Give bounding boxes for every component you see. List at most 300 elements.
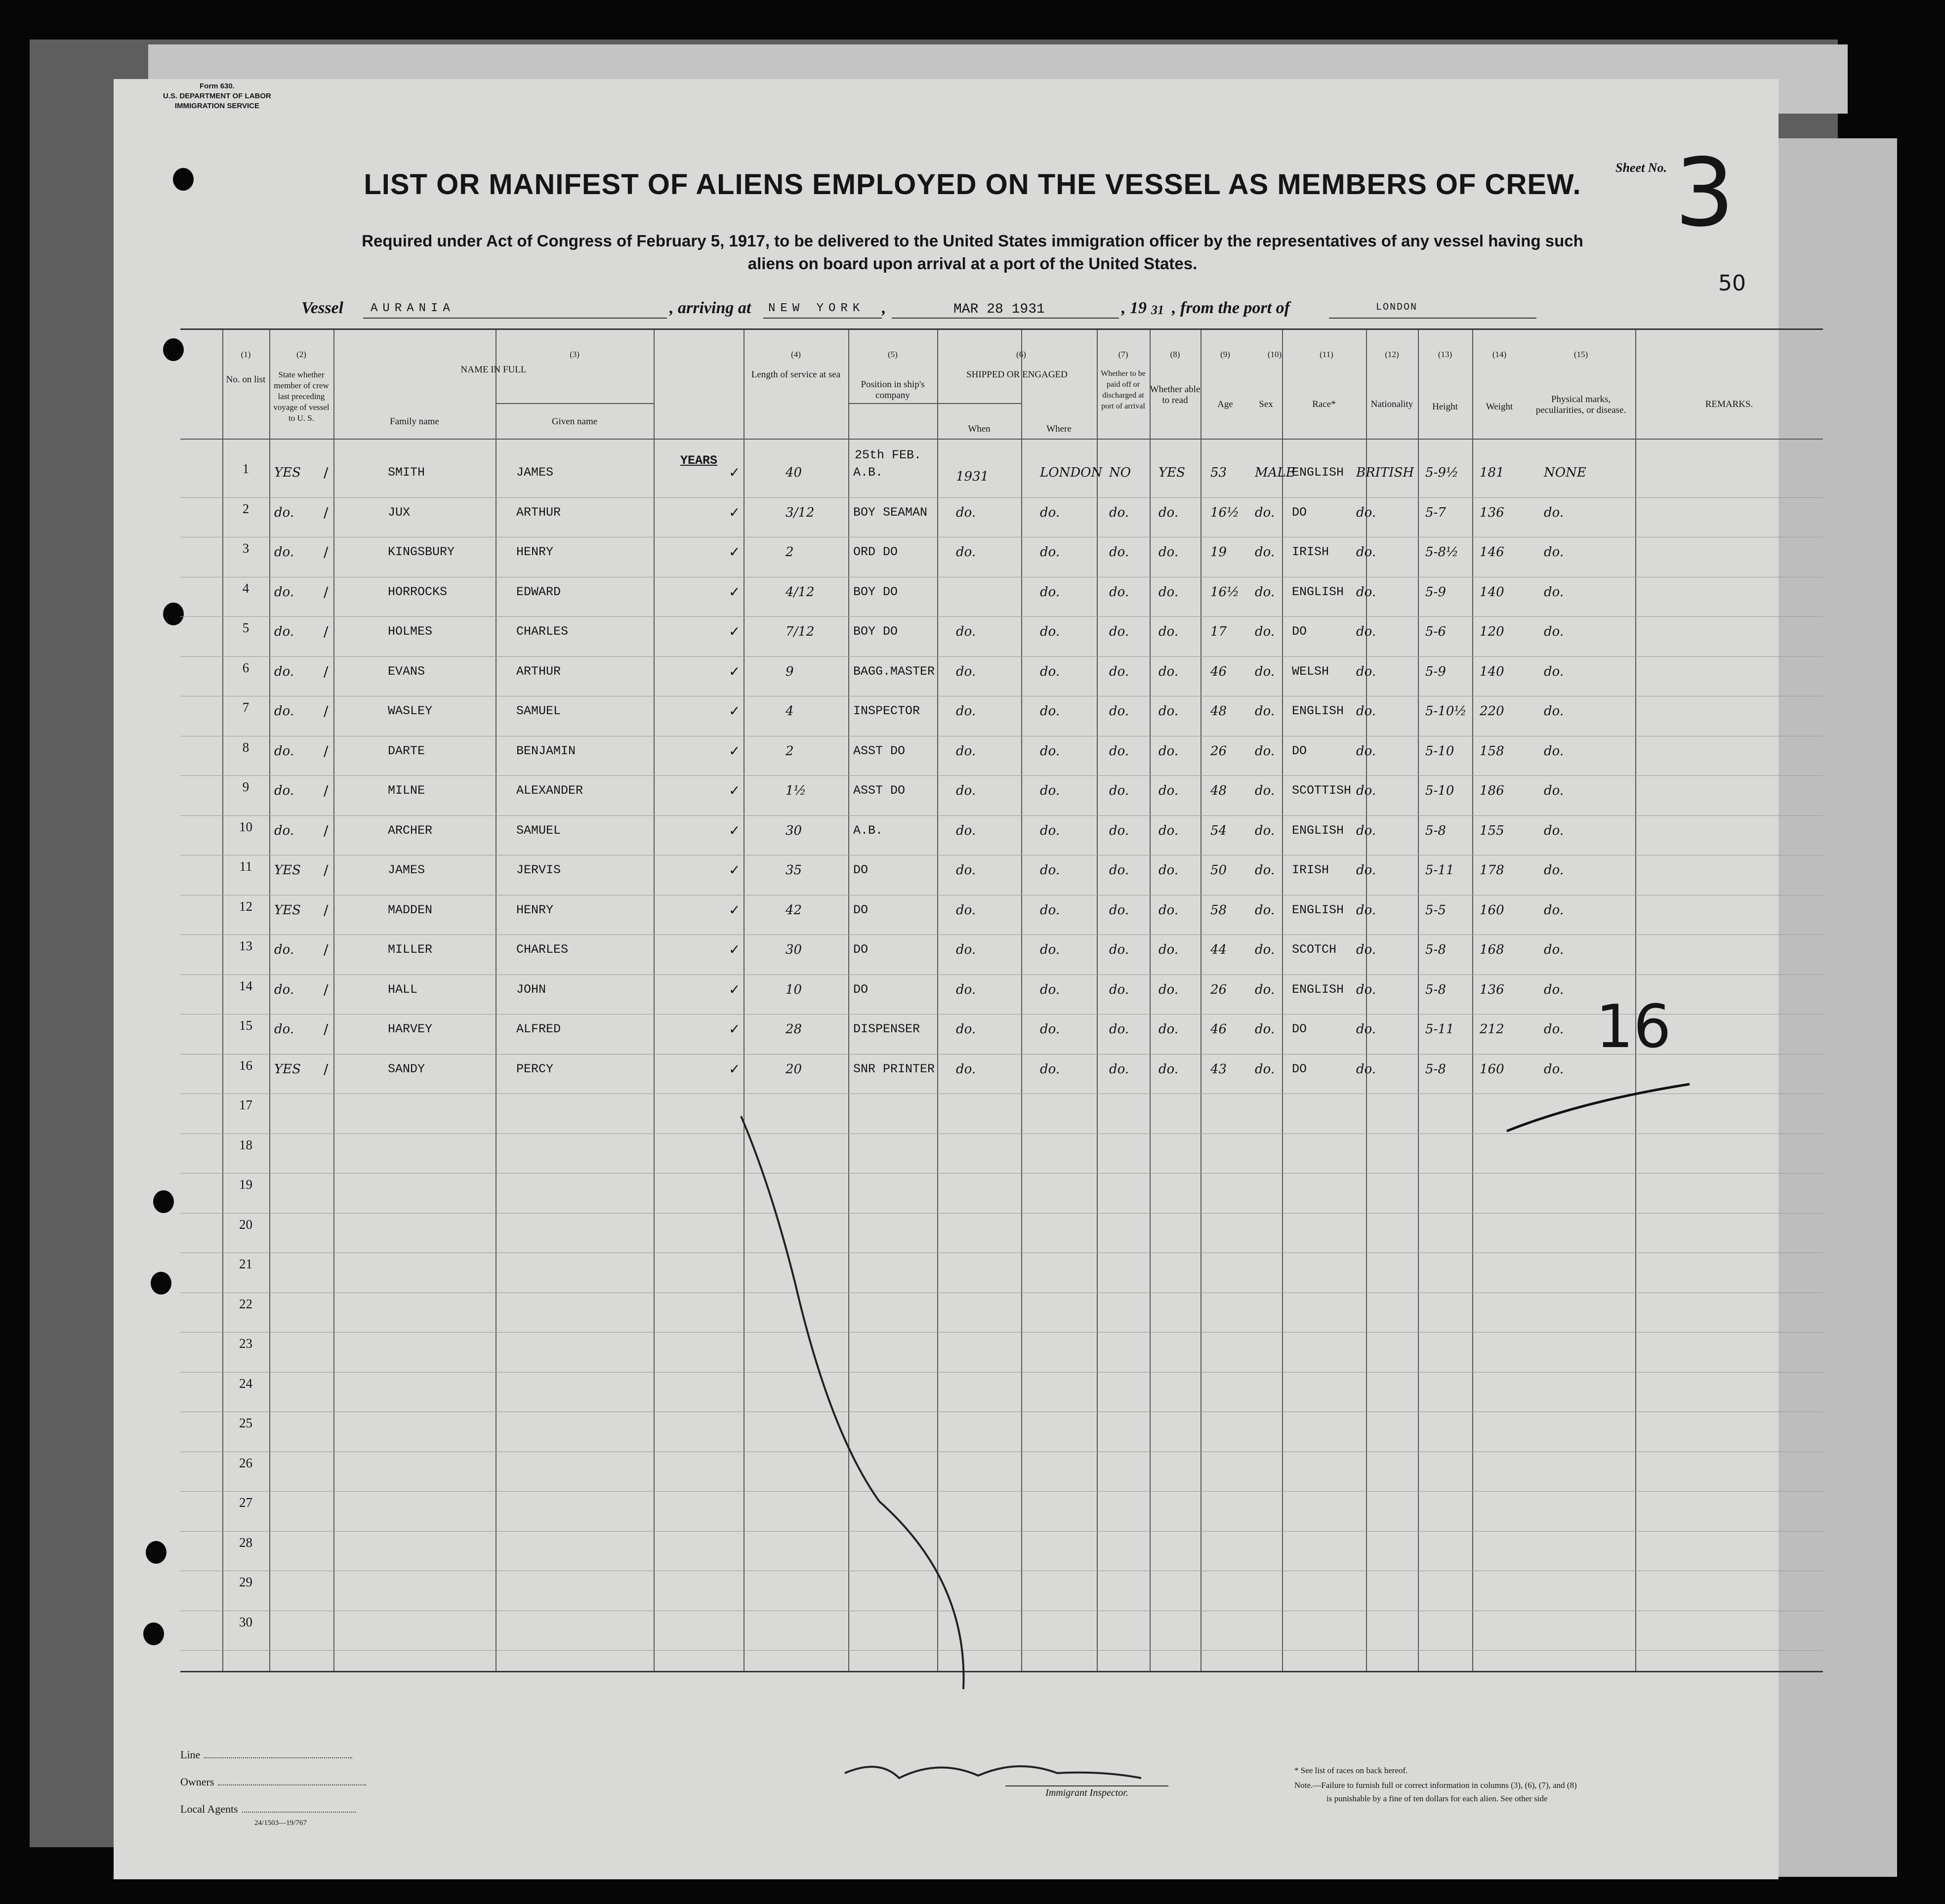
cell-where: do. — [1040, 1061, 1060, 1077]
cell-sex: do. — [1255, 545, 1275, 560]
local-agents-label: Local Agents — [180, 1803, 238, 1815]
cell-position: BAGG.MASTER — [853, 664, 935, 679]
check-mark-name: / — [324, 663, 329, 680]
vessel-name: AURANIA — [371, 302, 455, 315]
cell-family: MILLER — [388, 942, 433, 957]
cell-race: SCOTCH — [1292, 942, 1337, 957]
cell-given: CHARLES — [516, 624, 569, 639]
print-code: 24/1503—19/767 — [254, 1819, 307, 1827]
cell-nationality: do. — [1356, 584, 1376, 600]
cell-service: 30 — [786, 823, 802, 838]
cell-service: 28 — [786, 1022, 802, 1037]
cell-service: 9 — [786, 664, 794, 679]
row-number: 13 — [239, 938, 252, 953]
col-number-8: (8) — [1170, 350, 1180, 359]
cell-where: do. — [1040, 863, 1060, 878]
cell-when: do. — [956, 863, 976, 878]
check-mark-name: / — [324, 583, 329, 600]
cell-weight: 186 — [1480, 783, 1504, 798]
cell-nationality: do. — [1356, 545, 1376, 560]
cell-prev: do. — [274, 743, 294, 759]
cell-prev: do. — [274, 664, 294, 679]
cell-read: do. — [1159, 584, 1179, 600]
cell-weight: 136 — [1480, 505, 1504, 520]
row-number: 17 — [239, 1097, 252, 1112]
cell-family: KINGSBURY — [388, 545, 455, 559]
cell-age: 54 — [1210, 823, 1227, 838]
cell-race: DO — [1292, 743, 1307, 758]
cell-given: JERVIS — [516, 863, 561, 877]
cell-family: DARTE — [388, 743, 425, 758]
cell-age: 53 — [1210, 465, 1227, 480]
cell-when: 1931 — [956, 469, 989, 484]
cell-age: 26 — [1210, 982, 1227, 997]
cell-position: DISPENSER — [853, 1022, 920, 1036]
cell-race: WELSH — [1292, 664, 1329, 679]
cell-prev: do. — [274, 624, 294, 639]
cell-when: do. — [956, 704, 976, 719]
cell-where: do. — [1040, 902, 1060, 918]
cell-height: 5-9 — [1425, 584, 1446, 600]
row-number: 28 — [239, 1535, 252, 1550]
cell-age: 48 — [1210, 704, 1227, 719]
row-number: 26 — [239, 1455, 252, 1470]
cell-when: do. — [956, 1061, 976, 1077]
col-number-12: (12) — [1385, 350, 1399, 359]
from-port-label: , from the port of — [1172, 299, 1290, 317]
cell-when: do. — [956, 823, 976, 838]
cell-when: do. — [956, 743, 976, 759]
check-mark-service: ✓ — [729, 544, 741, 560]
cell-sex: do. — [1255, 783, 1275, 798]
cell-race: ENGLISH — [1292, 584, 1344, 599]
cell-age: 26 — [1210, 743, 1227, 759]
check-mark-service: ✓ — [729, 1060, 741, 1077]
cell-weight: 120 — [1480, 624, 1504, 639]
cell-marks: do. — [1544, 902, 1564, 918]
cell-when: do. — [956, 505, 976, 520]
owners-label: Owners — [180, 1776, 214, 1788]
cell-prev: YES — [274, 902, 301, 918]
cell-weight: 178 — [1480, 863, 1504, 878]
cell-where: LONDON — [1040, 465, 1103, 480]
cell-family: WASLEY — [388, 704, 433, 718]
cell-sex: do. — [1255, 942, 1275, 957]
cell-given: ARTHUR — [516, 505, 561, 520]
cell-marks: do. — [1544, 704, 1564, 719]
cell-position: DO — [853, 982, 869, 997]
cell-prev: do. — [274, 545, 294, 560]
col-number-4: (4) — [791, 350, 801, 359]
cell-when: do. — [956, 624, 976, 639]
cell-service: 4 — [786, 704, 794, 719]
cell-nationality: do. — [1356, 902, 1376, 918]
cell-given: PERCY — [516, 1061, 554, 1076]
cell-read: do. — [1159, 545, 1179, 560]
cell-family: EVANS — [388, 664, 425, 679]
cell-service: 2 — [786, 743, 794, 759]
cell-position: DO — [853, 863, 869, 877]
cell-nationality: BRITISH — [1356, 465, 1414, 480]
cell-age: 46 — [1210, 664, 1227, 679]
check-mark-name: / — [324, 703, 329, 719]
cell-nationality: do. — [1356, 982, 1376, 997]
cell-marks: NONE — [1544, 465, 1586, 480]
cell-height: 5-11 — [1425, 863, 1454, 878]
cell-service: 2 — [786, 545, 794, 560]
header-name-in-full: NAME IN FULL — [460, 365, 527, 375]
cell-paid: do. — [1109, 704, 1129, 719]
year-label: , 19 — [1121, 299, 1147, 317]
check-mark-name: / — [324, 1021, 329, 1037]
cell-sex: MALE — [1255, 465, 1295, 480]
cell-marks: do. — [1544, 823, 1564, 838]
page-number: 50 — [1718, 271, 1746, 296]
cell-service: 7/12 — [786, 624, 815, 639]
cell-family: HARVEY — [388, 1022, 433, 1036]
cell-given: EDWARD — [516, 584, 561, 599]
cell-height: 5-8 — [1425, 942, 1446, 957]
cell-position: DO — [853, 902, 869, 917]
row-number: 3 — [242, 541, 249, 556]
cell-race: ENGLISH — [1292, 902, 1344, 917]
header-family-name: Family name — [390, 416, 439, 427]
check-mark-name: / — [324, 742, 329, 759]
row-number: 16 — [239, 1057, 252, 1073]
header-remarks: REMARKS. — [1705, 399, 1753, 409]
row-number: 14 — [239, 978, 252, 993]
cell-read: do. — [1159, 902, 1179, 918]
cell-height: 5-10 — [1425, 743, 1454, 759]
header-previous-voyage: State whether member of crew last preceding voyage of vessel to U. S. — [273, 370, 330, 423]
cell-sex: do. — [1255, 982, 1275, 997]
footer-owners-field — [180, 1776, 366, 1788]
cell-marks: do. — [1544, 1061, 1564, 1077]
cell-read: do. — [1159, 942, 1179, 957]
header-physical-marks: Physical marks, peculiarities, or disease. — [1535, 394, 1626, 415]
header-able-to-read: Whether able to read — [1150, 384, 1200, 405]
cell-paid: do. — [1109, 584, 1129, 600]
cell-height: 5-9 — [1425, 664, 1446, 679]
footer-line-field — [180, 1748, 352, 1761]
cell-race: SCOTTISH — [1292, 783, 1352, 798]
cell-read: do. — [1159, 664, 1179, 679]
cell-age: 43 — [1210, 1061, 1227, 1077]
row-number: 12 — [239, 898, 252, 914]
cell-paid: do. — [1109, 743, 1129, 759]
cell-height: 5-6 — [1425, 624, 1446, 639]
cell-where: do. — [1040, 743, 1060, 759]
check-mark-name: / — [324, 862, 329, 878]
cell-given: CHARLES — [516, 942, 569, 957]
header-weight: Weight — [1486, 402, 1513, 412]
header-age: Age — [1217, 399, 1233, 409]
cell-height: 5-5 — [1425, 902, 1446, 918]
cell-read: do. — [1159, 823, 1179, 838]
row-number: 19 — [239, 1177, 252, 1192]
cell-when: do. — [956, 783, 976, 798]
cell-given: SAMUEL — [516, 704, 561, 718]
cell-where: do. — [1040, 584, 1060, 600]
cell-service: 3/12 — [786, 505, 815, 520]
cell-prev: do. — [274, 1022, 294, 1037]
cell-marks: do. — [1544, 1022, 1564, 1037]
cell-paid: do. — [1109, 1061, 1129, 1077]
cell-read: do. — [1159, 982, 1179, 997]
cell-paid: do. — [1109, 1022, 1129, 1037]
cell-sex: do. — [1255, 624, 1275, 639]
cell-read: do. — [1159, 624, 1179, 639]
row-number: 6 — [242, 660, 249, 675]
vessel-line: Vessel AURANIA , arriving at NEW YORK , MAR 28 1931 , 19 31 , from the port of LONDON — [301, 299, 1378, 320]
row-number: 21 — [239, 1256, 252, 1271]
cell-read: do. — [1159, 783, 1179, 798]
cell-family: SMITH — [388, 465, 425, 480]
cell-height: 5-10½ — [1425, 704, 1467, 719]
row-number: 30 — [239, 1614, 252, 1629]
cell-family: JUX — [388, 505, 411, 520]
cell-sex: do. — [1255, 863, 1275, 878]
cell-given: JOHN — [516, 982, 546, 997]
col-number-11: (11) — [1320, 350, 1333, 359]
cell-position: ASST DO — [853, 783, 906, 798]
header-where: Where — [1046, 424, 1072, 434]
cell-position: BOY SEAMAN — [853, 505, 928, 520]
cell-height: 5-8 — [1425, 823, 1446, 838]
cell-when: do. — [956, 942, 976, 957]
cell-age: 17 — [1210, 624, 1227, 639]
cell-weight: 160 — [1480, 902, 1504, 918]
check-mark-service: ✓ — [729, 742, 741, 759]
cell-height: 5-10 — [1425, 783, 1454, 798]
cell-family: HOLMES — [388, 624, 433, 639]
check-mark-service: ✓ — [729, 703, 741, 719]
years-label: YEARS — [680, 453, 718, 468]
cell-paid: do. — [1109, 624, 1129, 639]
line-label: Line — [180, 1748, 201, 1761]
subtitle-line-1: Required under Act of Congress of February 5, 1917, to be delivered to the United States immigration officer by the representatives of any vessel having such — [362, 232, 1583, 250]
cell-where: do. — [1040, 982, 1060, 997]
cell-where: do. — [1040, 1022, 1060, 1037]
row-number: 8 — [242, 739, 249, 755]
departure-port: LONDON — [1376, 302, 1418, 313]
cell-when: do. — [956, 664, 976, 679]
check-mark-name: / — [324, 464, 329, 481]
row-number: 7 — [242, 700, 249, 715]
row-number: 25 — [239, 1416, 252, 1430]
cell-prev: YES — [274, 465, 301, 480]
cell-race: DO — [1292, 624, 1307, 639]
row-number: 5 — [242, 620, 249, 635]
inspector-signature-label: Immigrant Inspector. — [1005, 1785, 1168, 1799]
cell-paid: do. — [1109, 942, 1129, 957]
cell-family: ARCHER — [388, 823, 433, 838]
col-number-15: (15) — [1573, 350, 1588, 359]
cell-height: 5-8 — [1425, 982, 1446, 997]
cell-service: 1½ — [786, 783, 806, 798]
year-value: 31 — [1151, 303, 1164, 317]
check-mark-service: ✓ — [729, 583, 741, 600]
header-position: Position in ship's company — [861, 379, 925, 401]
cell-nationality: do. — [1356, 505, 1376, 520]
row-number: 2 — [242, 501, 249, 516]
cell-sex: do. — [1255, 743, 1275, 759]
tally-underline — [1507, 1084, 1690, 1131]
cell-paid: do. — [1109, 982, 1129, 997]
col-number-7: (7) — [1118, 350, 1128, 359]
cell-marks: do. — [1544, 982, 1564, 997]
header-sex: Sex — [1259, 399, 1273, 409]
cell-marks: do. — [1544, 743, 1564, 759]
cell-sex: do. — [1255, 584, 1275, 600]
cell-service: 42 — [786, 902, 802, 918]
cell-service: 4/12 — [786, 584, 815, 600]
cell-position: INSPECTOR — [853, 704, 920, 718]
row-number: 23 — [239, 1336, 252, 1351]
header-race: Race* — [1312, 399, 1336, 409]
cell-race: DO — [1292, 505, 1307, 520]
cell-marks: do. — [1544, 942, 1564, 957]
department-name: U.S. DEPARTMENT OF LABOR — [163, 92, 271, 100]
cell-prev: do. — [274, 783, 294, 798]
inspector-signature — [845, 1766, 1141, 1778]
cell-weight: 140 — [1480, 664, 1504, 679]
col-number-1: (1) — [241, 350, 251, 359]
arrival-date-stamp: MAR 28 1931 — [953, 302, 1045, 317]
cell-nationality: do. — [1356, 1061, 1376, 1077]
cell-weight: 140 — [1480, 584, 1504, 600]
cell-prev: do. — [274, 704, 294, 719]
row-number: 18 — [239, 1137, 252, 1152]
check-mark-name: / — [324, 822, 329, 839]
shipped-date: 25th FEB. — [855, 448, 922, 462]
cell-paid: do. — [1109, 863, 1129, 878]
cell-paid: do. — [1109, 505, 1129, 520]
cell-where: do. — [1040, 505, 1060, 520]
col-number-9: (9) — [1220, 350, 1230, 359]
cell-marks: do. — [1544, 545, 1564, 560]
check-mark-service: ✓ — [729, 623, 741, 640]
cell-where: do. — [1040, 942, 1060, 957]
sheet-number: 3 — [1675, 138, 1735, 247]
cell-age: 19 — [1210, 545, 1227, 560]
cell-weight: 158 — [1480, 743, 1504, 759]
cell-marks: do. — [1544, 505, 1564, 520]
cell-when: do. — [956, 545, 976, 560]
cell-read: do. — [1159, 1061, 1179, 1077]
check-mark-service: ✓ — [729, 782, 741, 799]
cell-race: ENGLISH — [1292, 465, 1344, 480]
cell-sex: do. — [1255, 704, 1275, 719]
cell-paid: do. — [1109, 783, 1129, 798]
col-number-5: (5) — [888, 350, 898, 359]
cell-position: BOY DO — [853, 624, 898, 639]
cell-prev: do. — [274, 982, 294, 997]
cell-prev: YES — [274, 863, 301, 878]
cell-age: 48 — [1210, 783, 1227, 798]
row-number: 20 — [239, 1216, 252, 1232]
cell-read: do. — [1159, 505, 1179, 520]
cell-nationality: do. — [1356, 942, 1376, 957]
cell-position: ASST DO — [853, 743, 906, 758]
cell-prev: do. — [274, 584, 294, 600]
col-number-10: (10) — [1267, 350, 1282, 359]
cell-when: do. — [956, 1022, 976, 1037]
cell-sex: do. — [1255, 823, 1275, 838]
cell-weight: 212 — [1480, 1022, 1504, 1037]
cell-position: BOY DO — [853, 584, 898, 599]
page-title: LIST OR MANIFEST OF ALIENS EMPLOYED ON THE VESSEL AS MEMBERS OF CREW. — [364, 168, 1581, 201]
cell-age: 58 — [1210, 902, 1227, 918]
cell-read: do. — [1159, 704, 1179, 719]
cell-family: MILNE — [388, 783, 425, 798]
row-number: 24 — [239, 1376, 252, 1391]
cell-nationality: do. — [1356, 624, 1376, 639]
cell-paid: do. — [1109, 664, 1129, 679]
cell-given: JAMES — [516, 465, 554, 480]
check-mark-service: ✓ — [729, 1021, 741, 1037]
cell-height: 5-7 — [1425, 505, 1446, 520]
row-number: 29 — [239, 1575, 252, 1589]
header-given-name: Given name — [551, 416, 598, 427]
cell-nationality: do. — [1356, 823, 1376, 838]
header-nationality: Nationality — [1370, 399, 1413, 409]
header-shipped-or-engaged: SHIPPED OR ENGAGED — [966, 369, 1068, 380]
cell-given: ALFRED — [516, 1022, 561, 1036]
footer-agents-field — [180, 1803, 356, 1816]
cell-service: 20 — [786, 1061, 802, 1077]
cell-race: ENGLISH — [1292, 823, 1344, 838]
cell-read: do. — [1159, 863, 1179, 878]
cell-weight: 220 — [1480, 704, 1504, 719]
cell-sex: do. — [1255, 505, 1275, 520]
cell-paid: NO — [1109, 465, 1131, 480]
cell-position: A.B. — [853, 465, 883, 480]
cell-race: IRISH — [1292, 545, 1329, 559]
cell-position: A.B. — [853, 823, 883, 838]
col-number-6: (6) — [1016, 350, 1026, 359]
cell-height: 5-8 — [1425, 1061, 1446, 1077]
cell-service: 10 — [786, 982, 802, 997]
penalty-note-1: Note.—Failure to furnish full or correct information in columns (3), (6), (7), and (8) — [1294, 1781, 1577, 1790]
form-number: Form 630. — [200, 82, 235, 90]
col-number-14: (14) — [1492, 350, 1507, 359]
cell-height: 5-11 — [1425, 1022, 1454, 1037]
cell-race: DO — [1292, 1061, 1307, 1076]
cell-paid: do. — [1109, 823, 1129, 838]
header-when: When — [968, 424, 991, 434]
row-number: 10 — [239, 819, 252, 834]
cell-race: ENGLISH — [1292, 704, 1344, 718]
cell-weight: 181 — [1480, 465, 1504, 480]
row-number: 9 — [242, 779, 249, 794]
cell-weight: 160 — [1480, 1061, 1504, 1077]
check-mark-name: / — [324, 1060, 329, 1077]
cell-prev: YES — [274, 1061, 301, 1077]
cell-marks: do. — [1544, 664, 1564, 679]
row-number: 27 — [239, 1495, 252, 1510]
cell-when: do. — [956, 902, 976, 918]
row-number: 15 — [239, 1018, 252, 1033]
cell-family: MADDEN — [388, 902, 433, 917]
cell-weight: 146 — [1480, 545, 1504, 560]
cell-where: do. — [1040, 823, 1060, 838]
cell-sex: do. — [1255, 1061, 1275, 1077]
cell-given: SAMUEL — [516, 823, 561, 838]
cell-where: do. — [1040, 624, 1060, 639]
col-number-3: (3) — [570, 350, 579, 359]
cell-age: 16½ — [1210, 584, 1240, 600]
